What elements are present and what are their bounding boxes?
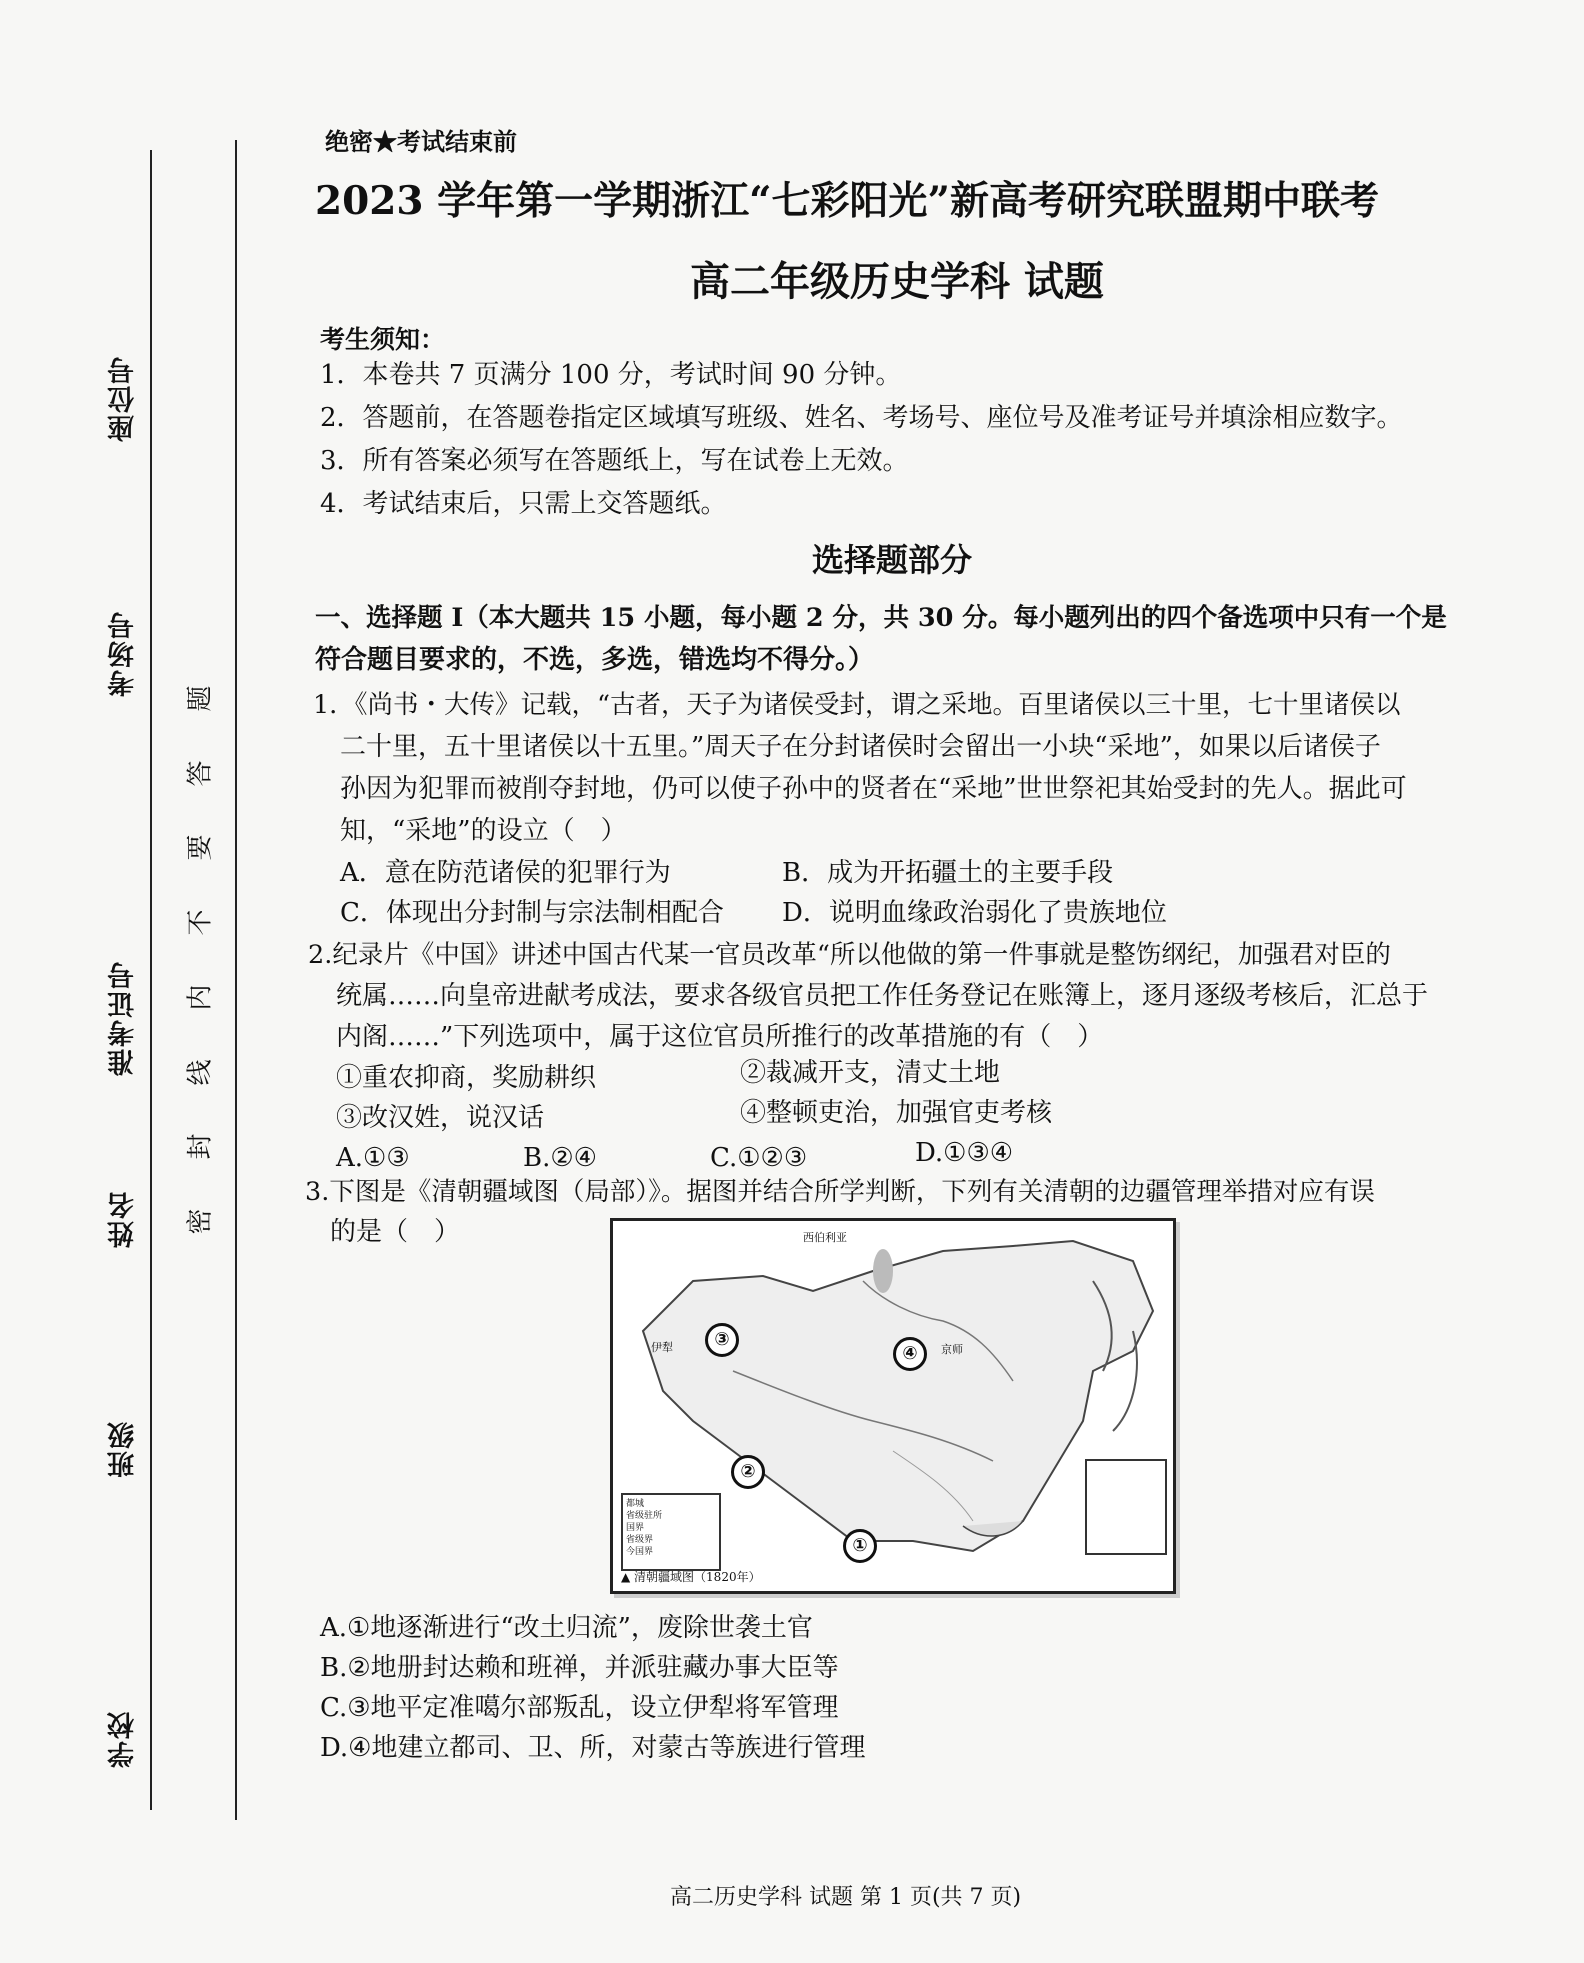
q2-option: B.②④ xyxy=(523,1143,597,1173)
q3-option: D.④地建立都司、卫、所，对蒙古等族进行管理 xyxy=(320,1733,866,1763)
seal-line-notice xyxy=(178,680,218,1240)
q2-option: A.①③ xyxy=(336,1143,410,1173)
map-marker-3: ③ xyxy=(705,1323,739,1357)
seal-char: 内 xyxy=(185,984,216,1011)
seal-char: 答 xyxy=(185,760,216,787)
class-label: 班级 xyxy=(108,1420,139,1478)
page-footer: 高二历史学科 试题 第 1 页(共 7 页) xyxy=(670,1885,1022,1910)
qing-territory-map xyxy=(610,1218,1176,1594)
map-marker-2: ② xyxy=(731,1455,765,1489)
confidential-mark: 绝密★考试结束前 xyxy=(325,127,517,156)
notice-heading: 考生须知： xyxy=(320,325,446,354)
q2-item: ④整顿吏治，加强官吏考核 xyxy=(740,1098,1053,1128)
legend-item: 都城 xyxy=(626,1499,645,1509)
seal-char: 线 xyxy=(185,1059,216,1086)
q3-stem: 的是（ ） xyxy=(330,1217,461,1247)
map-legend xyxy=(621,1493,721,1571)
map-caption: ▲ 清朝疆域图（1820年） xyxy=(621,1570,761,1584)
seat-number-label: 座位号 xyxy=(108,355,139,442)
q1-stem: 孙因为犯罪而被削夺封地，仍可以使子孙中的贤者在“采地”世世祭祀其始受封的先人。据此可 xyxy=(340,774,1407,804)
q1-stem: 知，“采地”的设立（ ） xyxy=(340,816,627,846)
seal-char: 不 xyxy=(185,909,216,936)
siberia-label: 西伯利亚 xyxy=(803,1231,847,1244)
q1-stem: 二十里，五十里诸侯以十五里。”周天子在分封诸侯时会留出一小块“采地”，如果以后诸侯子 xyxy=(340,732,1381,762)
q2-stem: 统属……向皇帝进献考成法，要求各级官员把工作任务登记在账簿上，逐月逐级考核后，汇总于 xyxy=(336,981,1429,1011)
q2-option: C.①②③ xyxy=(710,1143,808,1173)
notice-item: 4．考试结束后，只需上交答题纸。 xyxy=(320,489,727,519)
legend-item: 今国界 xyxy=(626,1547,654,1557)
map-marker-1: ① xyxy=(843,1529,877,1563)
exam-subtitle: 高二年级历史学科 试题 xyxy=(690,258,1104,305)
notice-item: 3．所有答案必须写在答题纸上，写在试卷上无效。 xyxy=(320,446,909,476)
exam-room-label: 考场号 xyxy=(108,610,139,697)
q2-stem: 内阁……”下列选项中，属于这位官员所推行的改革措施的有（ ） xyxy=(336,1022,1104,1052)
seal-char: 密 xyxy=(185,1208,216,1235)
q2-item: ①重农抑商，奖励耕织 xyxy=(336,1063,597,1093)
school-label: 学校 xyxy=(108,1710,139,1768)
seal-char: 要 xyxy=(185,834,216,861)
q3-option: A.①地逐渐进行“改土归流”，废除世袭土官 xyxy=(320,1613,813,1643)
q2-stem: 2.纪录片《中国》讲述中国古代某一官员改革“所以他做的第一件事就是整饬纲纪，加强君对臣的 xyxy=(308,940,1391,970)
lake-baikal xyxy=(873,1249,893,1293)
legend-item: 省级界 xyxy=(626,1535,654,1545)
binding-line-outer xyxy=(150,150,152,1810)
name-label: 姓名 xyxy=(108,1190,139,1248)
capital-label: 京师 xyxy=(941,1343,963,1356)
q3-stem: 3.下图是《清朝疆域图（局部）》。据图并结合所学判断，下列有关清朝的边疆管理举措对应有误 xyxy=(305,1177,1375,1207)
notice-item: 1．本卷共 7 页满分 100 分，考试时间 90 分钟。 xyxy=(320,360,902,390)
q2-option: D.①③④ xyxy=(915,1138,1014,1168)
binding-line-inner xyxy=(235,140,237,1820)
section-intro: 一、选择题 I（本大题共 15 小题，每小题 2 分，共 30 分。每小题列出的四个备选项中只有一个是 xyxy=(315,603,1447,633)
seal-char: 封 xyxy=(185,1133,216,1160)
q1-option: A．意在防范诸侯的犯罪行为 xyxy=(340,858,671,888)
exam-title: 2023 学年第一学期浙江“七彩阳光”新高考研究联盟期中联考 xyxy=(315,178,1379,224)
q3-option: C.③地平定准噶尔部叛乱，设立伊犁将军管理 xyxy=(320,1693,839,1723)
legend-item: 国界 xyxy=(626,1523,645,1533)
section-intro: 符合题目要求的，不选，多选，错选均不得分。） xyxy=(315,645,875,675)
seal-char: 题 xyxy=(185,685,216,712)
q3-option: B.②地册封达赖和班禅，并派驻藏办事大臣等 xyxy=(320,1653,839,1683)
admission-number-label: 准考证号 xyxy=(108,960,139,1076)
section-title: 选择题部分 xyxy=(812,541,973,579)
legend-item: 省级驻所 xyxy=(626,1511,663,1521)
q1-option: C．体现出分封制与宗法制相配合 xyxy=(340,898,724,928)
q2-item: ②裁减开支，清丈土地 xyxy=(740,1058,1001,1088)
q1-option: D．说明血缘政治弱化了贵族地位 xyxy=(782,898,1167,928)
q2-item: ③改汉姓，说汉话 xyxy=(336,1103,545,1133)
south-china-sea-inset xyxy=(1085,1459,1167,1555)
map-marker-4: ④ xyxy=(893,1337,927,1371)
notice-item: 2．答题前，在答题卷指定区域填写班级、姓名、考场号、座位号及准考证号并填涂相应数字。 xyxy=(320,403,1403,433)
q1-stem: 1．《尚书・大传》记载，“古者，天子为诸侯受封，谓之采地。百里诸侯以三十里，七十里诸侯以 xyxy=(313,690,1401,720)
q1-option: B．成为开拓疆土的主要手段 xyxy=(782,858,1114,888)
ili-label: 伊犁 xyxy=(651,1341,673,1354)
